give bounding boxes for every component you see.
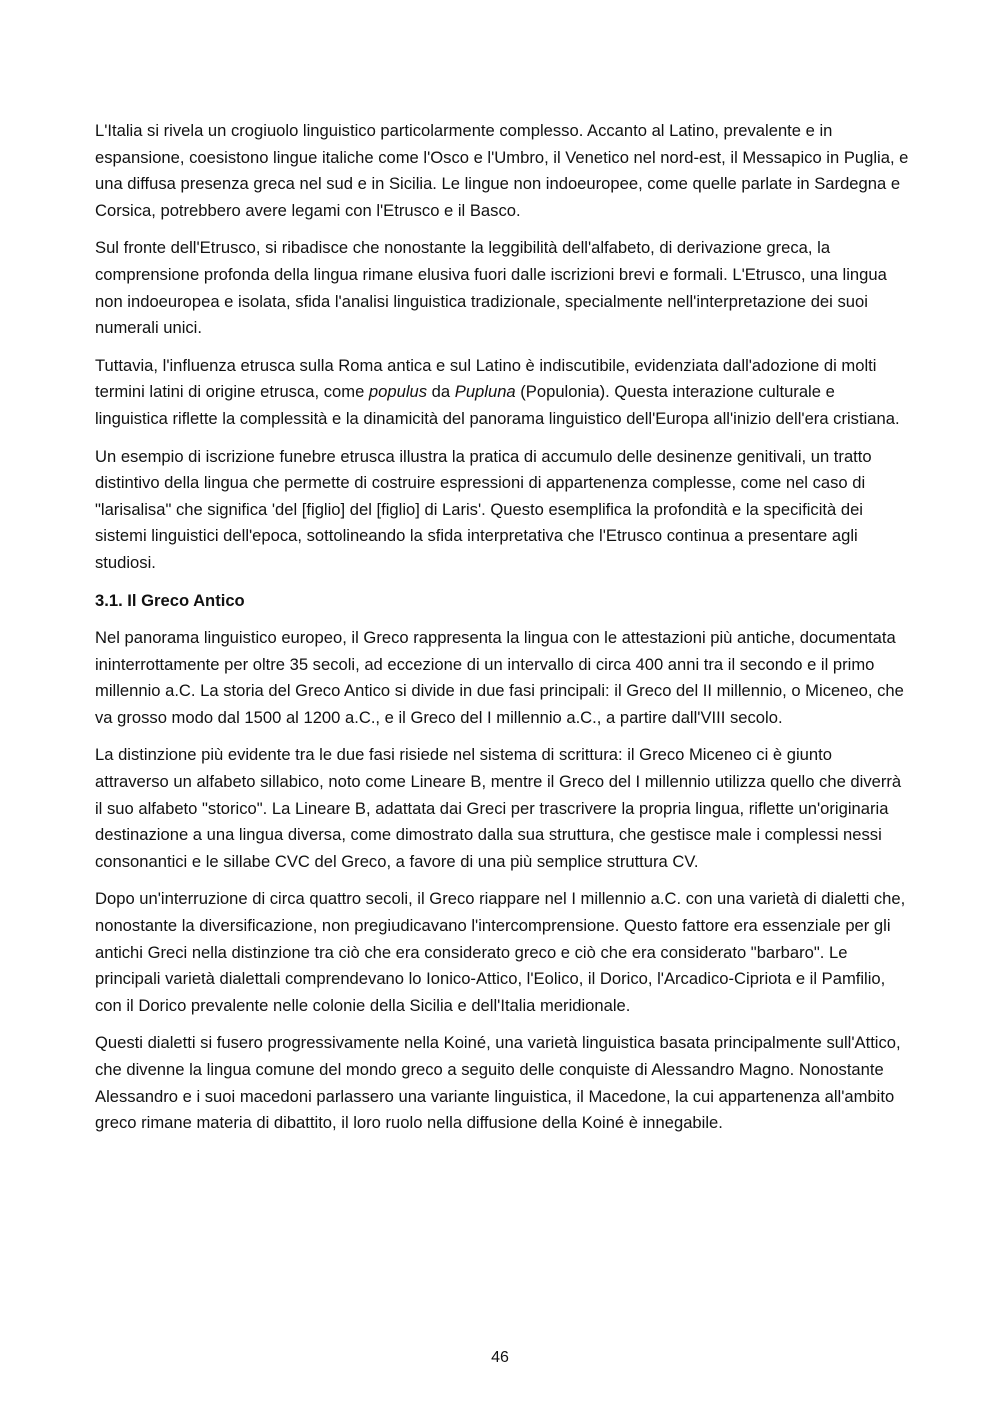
text-run: Nel panorama linguistico europeo, il Greco rappresenta la lingua con le attestazioni più antiche, documentata ininterrottamente per oltre 35 secoli, ad eccezione di un intervallo di circa 400 anni tra il secondo e il primo millennio a.C. La storia del Greco Antico si divide in due fasi principali: il Greco del II millennio, o Miceneo, che va grosso modo dal 1500 al 1200 a.C., e il Greco del I millennio a.C., a partire dall'VIII secolo. (95, 628, 904, 727)
text-run: Questi dialetti si fusero progressivamente nella Koiné, una varietà linguistica basata principalmente sull'Attico, che divenne la lingua comune del mondo greco a seguito delle conquiste di Alessandro Magno. Nonostante Alessandro e i suoi macedoni parlassero una variante linguistica, il Macedone, la cui appartenenza all'ambito greco rimane materia di dibattito, il loro ruolo nella diffusione della Koiné è innegabile. (95, 1033, 901, 1133)
italic-term: populus (368, 382, 428, 402)
paragraph (95, 742, 910, 875)
text-run: Sul fronte dell'Etrusco, si ribadisce che nonostante la leggibilità dell'alfabeto, di derivazione greca, la comprensione profonda della lingua rimane elusiva fuori dalle iscrizioni brevi e formali. L'Etrusco, una lingua non indoeuropea e isolata, sfida l'analisi linguistica tradizionale, specialmente nell'interpretazione dei suoi numerali unici. (95, 238, 887, 338)
text-run: La distinzione più evidente tra le due fasi risiede nel sistema di scrittura: il Greco Miceneo ci è giunto attraverso un alfabeto sillabico, noto come Lineare B, mentre il Greco del I millennio utilizza quello che diverrà il suo alfabeto "storico". La Lineare B, adattata dai Greci per trascrivere la propria lingua, riflette un'originaria destinazione a una lingua diversa, come dimostrato dalla sua struttura, che gestisce male i complessi nessi consonantici e le sillabe CVC del Greco, a favore di una più semplice struttura CV. (95, 745, 902, 871)
text-run: (Populonia). Questa interazione culturale e linguistica riflette la complessità e la dinamicità del panorama linguistico dell'Europa all'inizio dell'era cristiana. (95, 382, 900, 428)
paragraph (95, 625, 910, 731)
section-heading: 3.1. Il Greco Antico (95, 590, 245, 610)
paragraph (95, 353, 910, 433)
text-run: da (427, 382, 455, 402)
italic-term: Pupluna (454, 382, 516, 402)
paragraph (95, 886, 910, 1019)
paragraph (95, 1030, 910, 1136)
paragraph (95, 444, 910, 577)
paragraphs-before (95, 118, 910, 577)
paragraphs-after (95, 625, 910, 1137)
page-number: 46 (491, 1349, 509, 1366)
page-body (95, 118, 910, 1148)
paragraph (95, 118, 910, 224)
paragraph (95, 235, 910, 341)
text-run: L'Italia si rivela un crogiuolo linguistico particolarmente complesso. Accanto al Latino, prevalente e in espansione, coesistono lingue italiche come l'Osco e l'Umbro, il Venetico nel nord-est, il Messapico in Puglia, e una diffusa presenza greca nel sud e in Sicilia. Le lingue non indoeuropee, come quelle parlate in Sardegna e Corsica, potrebbero avere legami con l'Etrusco e il Basco. (95, 121, 909, 220)
text-run: Un esempio di iscrizione funebre etrusca illustra la pratica di accumulo delle desinenze genitivali, un tratto distintivo della lingua che permette di costruire espressioni di appartenenza complesse, come nel caso di "larisalisa" che significa 'del [figlio] del [figlio] di Laris'. Questo esemplifica la profondità e la specificità dei sistemi linguistici dell'epoca, sottolineando la sfida interpretativa che l'Etrusco continua a presentare agli studiosi. (95, 446, 872, 572)
text-run: Tuttavia, l'influenza etrusca sulla Roma antica e sul Latino è indiscutibile, evidenziata dall'adozione di molti termini latini di origine etrusca, come (95, 355, 877, 402)
text-run: Dopo un'interruzione di circa quattro secoli, il Greco riappare nel I millennio a.C. con una varietà di dialetti che, nonostante la diversificazione, non pregiudicavano l'intercomprensione. Questo fattore era essenziale per gli antichi Greci nella distinzione tra ciò che era considerato greco e ciò che era considerato "barbaro". Le principali varietà dialettali comprendevano lo Ionico-Attico, l'Eolico, il Dorico, l'Arcadico-Cipriota e il Pamfilio, con il Dorico prevalente nelle colonie della Sicilia e dell'Italia meridionale. (95, 889, 906, 1015)
